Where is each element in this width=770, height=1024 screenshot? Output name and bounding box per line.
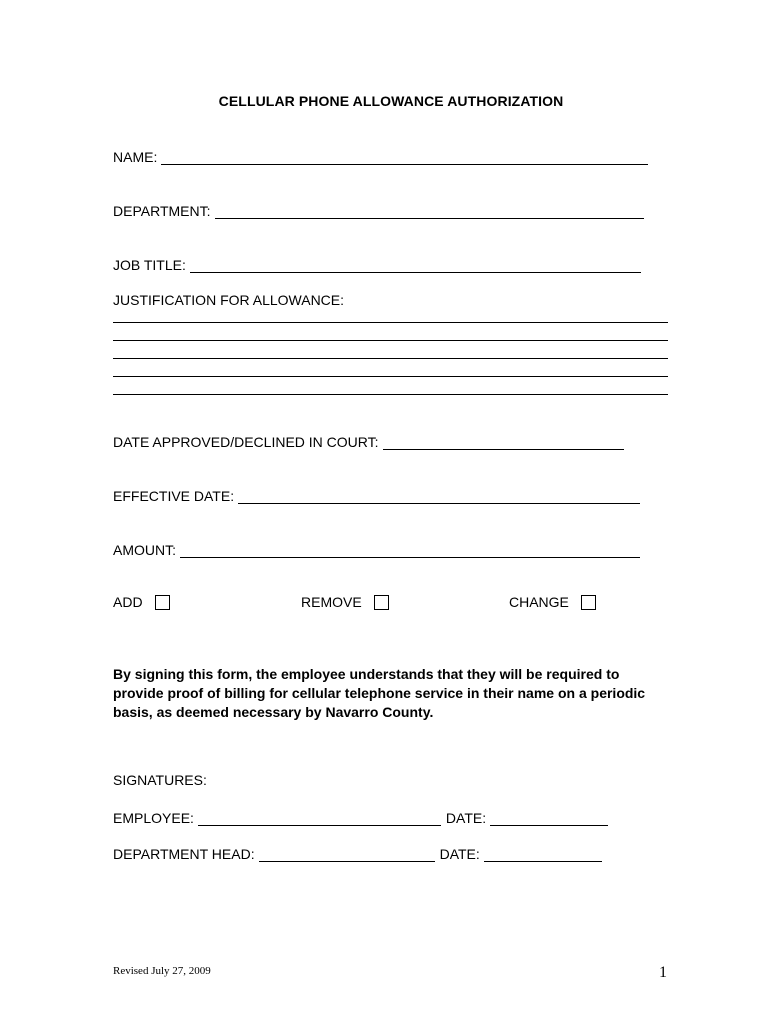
add-option [113, 593, 170, 611]
date-approved-input[interactable] [383, 435, 624, 450]
effective-date-label: EFFECTIVE DATE: [113, 488, 235, 504]
department-label: DEPARTMENT: [113, 203, 211, 219]
employee-date-label: DATE: [445, 810, 487, 826]
department-field-row [113, 201, 644, 219]
amount-label: AMOUNT: [113, 542, 176, 558]
justification-label: JUSTIFICATION FOR ALLOWANCE: [113, 292, 345, 308]
change-checkbox[interactable] [581, 595, 596, 610]
amount-field-row [113, 540, 640, 558]
remove-checkbox[interactable] [374, 595, 389, 610]
add-label: ADD [113, 594, 143, 610]
signatures-heading: SIGNATURES: [113, 772, 207, 788]
job-title-field-row [113, 255, 641, 273]
billing-notice: By signing this form, the employee understands that they will be required to provide proof of billing for cellular telephone service in their name on a periodic basis, as deemed necessary by Navarro County. [113, 666, 646, 720]
revision-date: Revised July 27, 2009 [113, 965, 211, 977]
justification-line-5[interactable] [113, 394, 668, 395]
name-field-row [113, 147, 648, 165]
remove-option [301, 593, 389, 611]
department-head-signature-row [113, 844, 602, 862]
department-head-date-input[interactable] [484, 847, 602, 862]
job-title-label: JOB TITLE: [113, 257, 186, 273]
department-input[interactable] [215, 204, 644, 219]
employee-signature-input[interactable] [198, 811, 441, 826]
name-input[interactable] [161, 150, 648, 165]
name-label: NAME: [113, 149, 158, 165]
effective-date-input[interactable] [238, 489, 640, 504]
justification-line-3[interactable] [113, 358, 668, 359]
justification-line-4[interactable] [113, 376, 668, 377]
employee-signature-label: EMPLOYEE: [113, 810, 194, 826]
justification-line-1[interactable] [113, 322, 668, 323]
amount-input[interactable] [180, 543, 640, 558]
department-head-date-label: DATE: [439, 846, 480, 862]
effective-date-field-row [113, 486, 640, 504]
date-approved-field-row [113, 432, 624, 450]
justification-line-2[interactable] [113, 340, 668, 341]
justification-field-row [113, 290, 344, 308]
date-approved-label: DATE APPROVED/DECLINED IN COURT: [113, 434, 379, 450]
employee-signature-row [113, 808, 608, 826]
form-title: CELLULAR PHONE ALLOWANCE AUTHORIZATION [218, 93, 564, 109]
add-checkbox[interactable] [155, 595, 170, 610]
change-label: CHANGE [509, 594, 569, 610]
employee-date-input[interactable] [490, 811, 608, 826]
department-head-signature-label: DEPARTMENT HEAD: [113, 846, 255, 862]
change-option [509, 593, 596, 611]
department-head-signature-input[interactable] [259, 847, 435, 862]
signatures-heading-row [113, 770, 207, 788]
remove-label: REMOVE [301, 594, 362, 610]
page-number: 1 [659, 964, 667, 981]
job-title-input[interactable] [190, 258, 641, 273]
